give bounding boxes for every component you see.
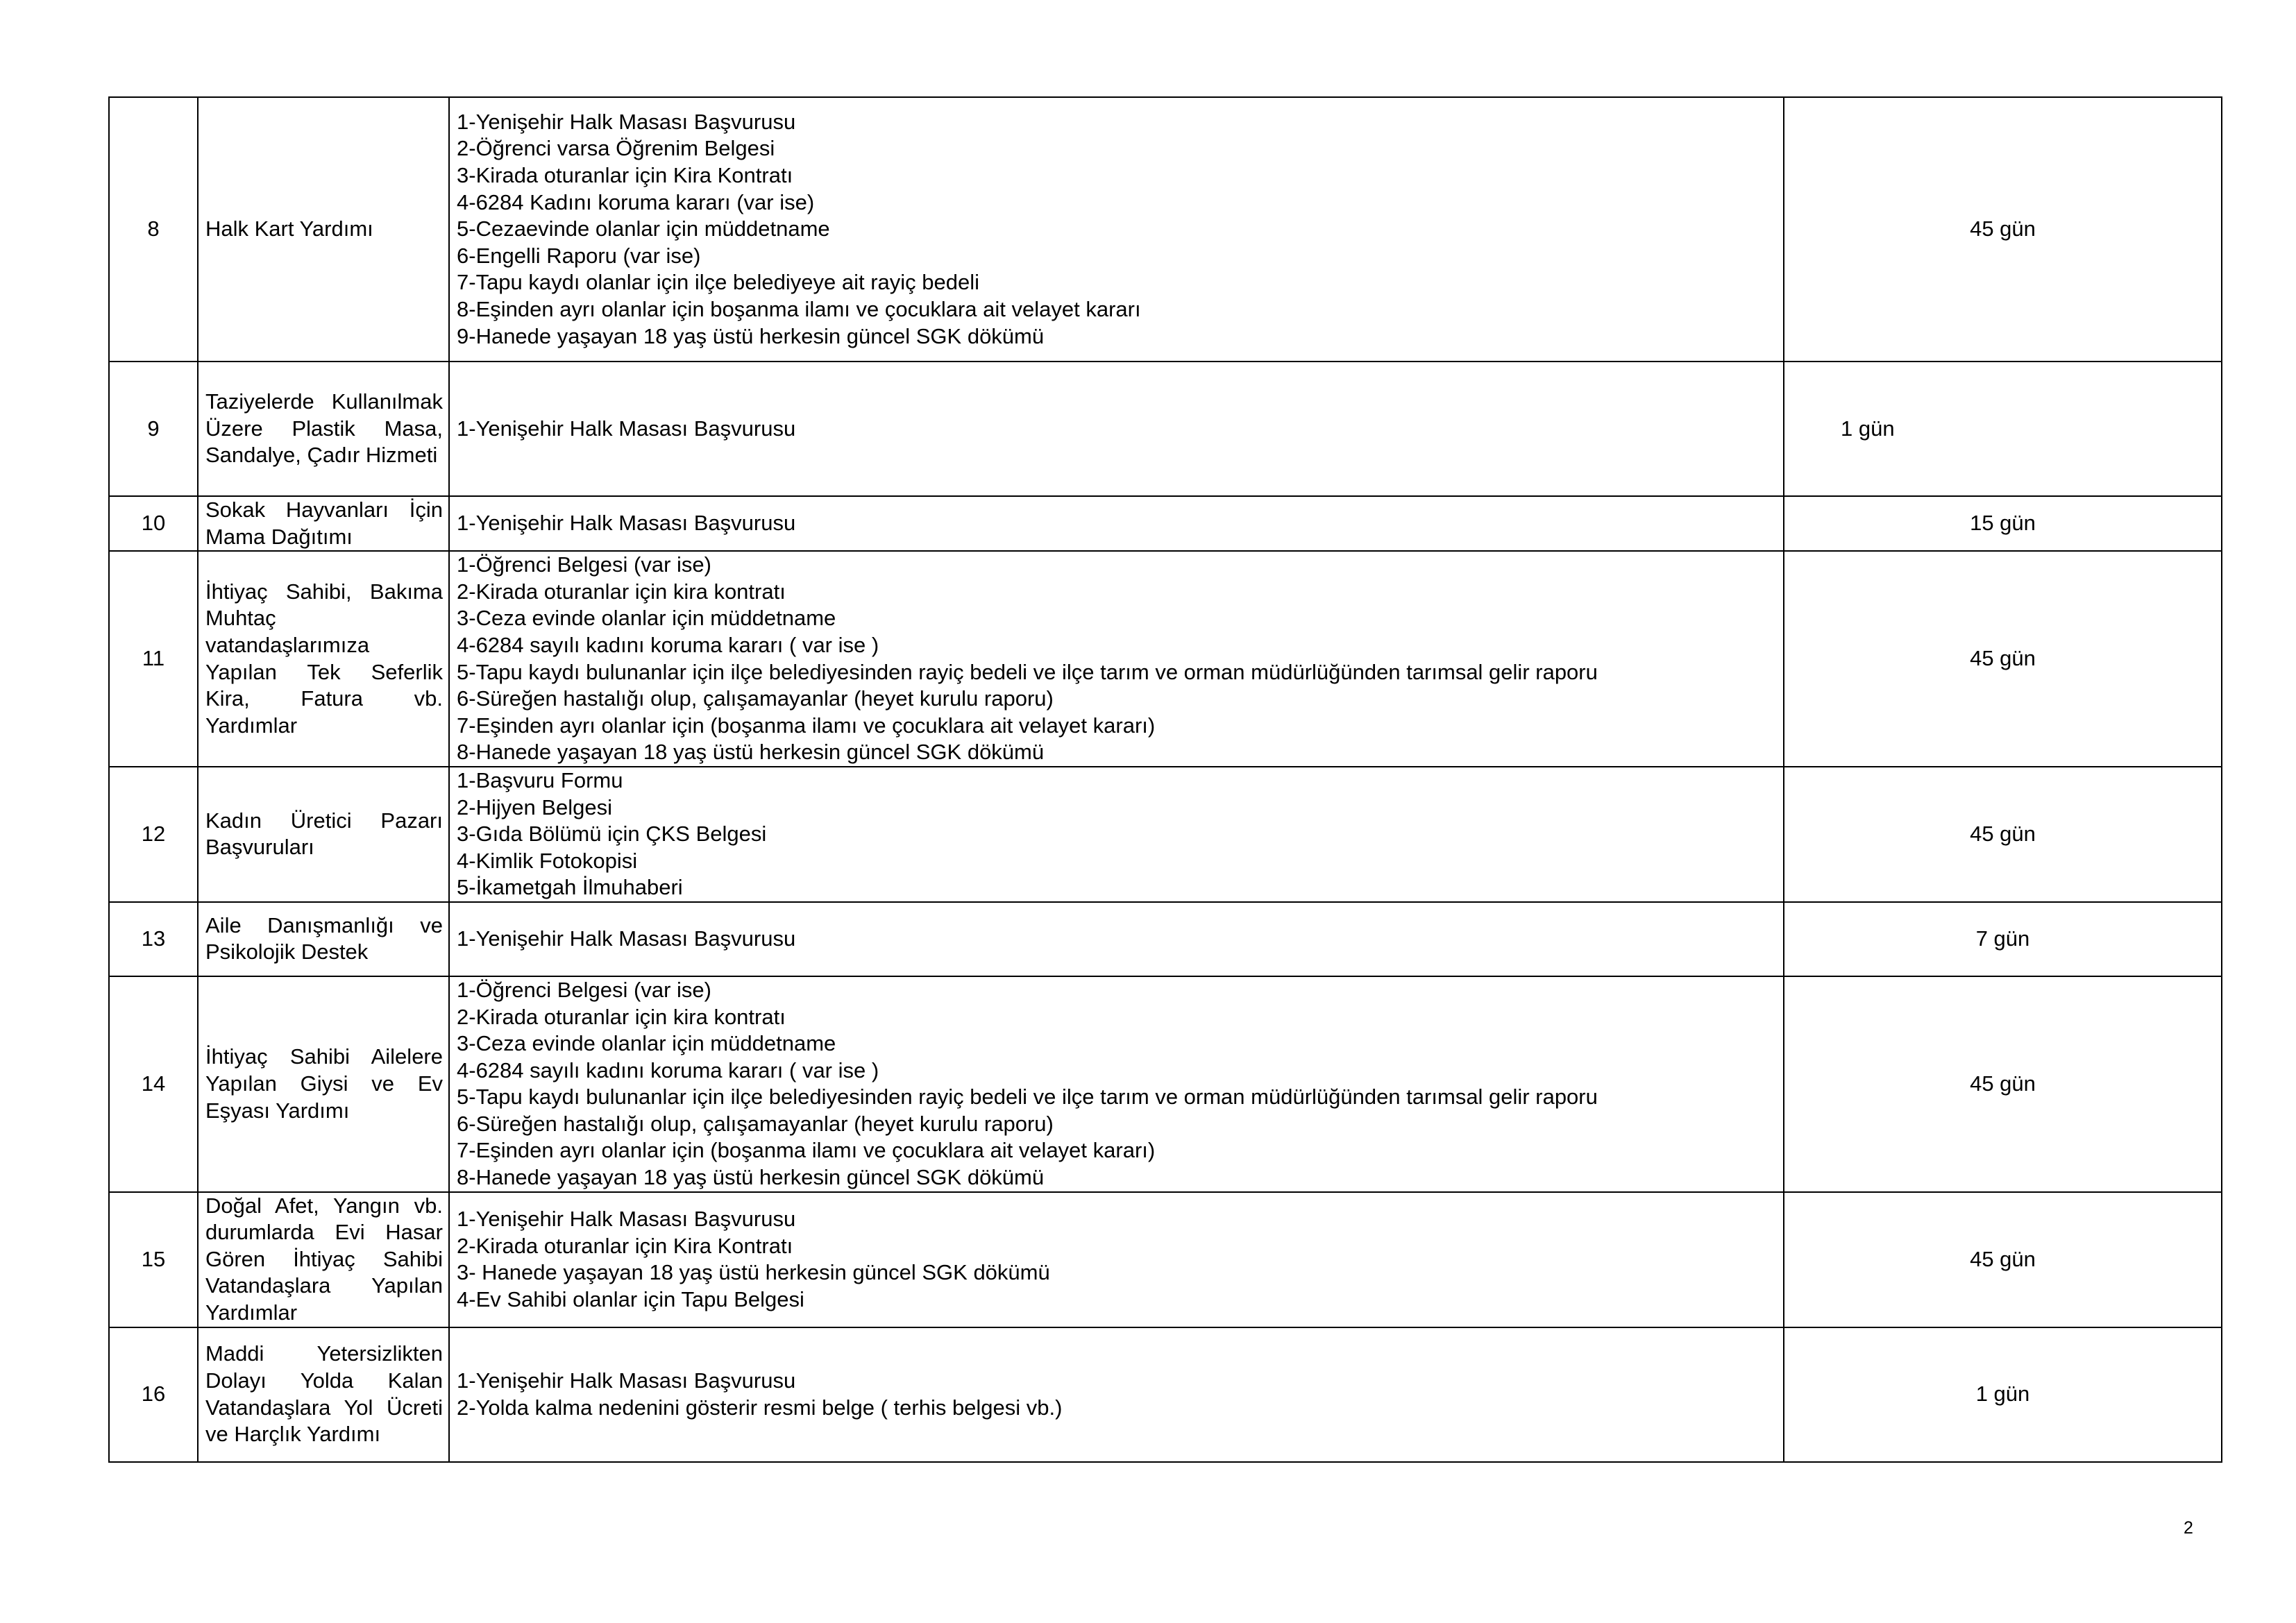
document-item: 1-Yenişehir Halk Masası Başvurusu: [457, 926, 796, 951]
row-number: 10: [109, 496, 198, 551]
completion-time: 45 gün: [1784, 97, 2222, 362]
required-documents: [449, 1192, 1784, 1327]
document-item: 2-Yolda kalma nedenini gösterir resmi belge ( terhis belgesi vb.): [457, 1395, 1063, 1420]
required-documents: [449, 362, 1784, 496]
table-row: [109, 976, 2222, 1192]
completion-time: 45 gün: [1784, 976, 2222, 1192]
document-item: 1-Yenişehir Halk Masası Başvurusu: [457, 416, 796, 441]
service-name: Halk Kart Yardımı: [198, 97, 449, 362]
table-row: [109, 362, 2222, 496]
required-documents: [449, 1327, 1784, 1462]
document-item: 5-Tapu kaydı bulunanlar için ilçe belediyesinden rayiç bedeli ve ilçe tarım ve orman müdürlüğünden tarımsal gelir raporu: [457, 1085, 1598, 1110]
service-name: İhtiyaç Sahibi, Bakıma Muhtaç vatandaşlarımıza Yapılan Tek Seferlik Kira, Fatura vb. Yardımlar: [198, 551, 449, 767]
document-item: 2-Kirada oturanlar için kira kontratı: [457, 579, 786, 604]
document-item: 2-Öğrenci varsa Öğrenim Belgesi: [457, 136, 775, 161]
document-item: 2-Hijyen Belgesi: [457, 794, 612, 819]
document-item: 1-Öğrenci Belgesi (var ise): [457, 552, 711, 577]
completion-time: 1 gün: [1784, 362, 2222, 496]
service-name: Aile Danışmanlığı ve Psikolojik Destek: [198, 902, 449, 976]
completion-time: 1 gün: [1784, 1327, 2222, 1462]
document-item: 6-Süreğen hastalığı olup, çalışamayanlar (heyet kurulu raporu): [457, 686, 1054, 711]
completion-time: 15 gün: [1784, 496, 2222, 551]
document-item: 5-İkametgah İlmuhaberi: [457, 875, 683, 900]
table-row: [109, 1327, 2222, 1462]
row-number: 13: [109, 902, 198, 976]
document-item: 3-Ceza evinde olanlar için müddetname: [457, 1031, 836, 1056]
required-documents: [449, 767, 1784, 902]
row-number: 14: [109, 976, 198, 1192]
service-name: Taziyelerde Kullanılmak Üzere Plastik Masa, Sandalye, Çadır Hizmeti: [198, 362, 449, 496]
document-item: 5-Cezaevinde olanlar için müddetname: [457, 216, 830, 241]
document-item: 3- Hanede yaşayan 18 yaş üstü herkesin güncel SGK dökümü: [457, 1260, 1050, 1285]
completion-time: 45 gün: [1784, 551, 2222, 767]
page-number: 2: [2184, 1518, 2193, 1538]
document-item: 7-Eşinden ayrı olanlar için (boşanma ilamı ve çocuklara ait velayet kararı): [457, 713, 1156, 738]
document-item: 8-Eşinden ayrı olanlar için boşanma ilamı ve çocuklara ait velayet kararı: [457, 296, 1141, 321]
document-item: 8-Hanede yaşayan 18 yaş üstü herkesin güncel SGK dökümü: [457, 740, 1045, 765]
service-name: İhtiyaç Sahibi Ailelere Yapılan Giysi ve Ev Eşyası Yardımı: [198, 976, 449, 1192]
row-number: 8: [109, 97, 198, 362]
document-item: 1-Yenişehir Halk Masası Başvurusu: [457, 109, 796, 134]
document-item: 4-6284 Kadını koruma kararı (var ise): [457, 189, 815, 214]
required-documents: [449, 496, 1784, 551]
document-item: 2-Kirada oturanlar için kira kontratı: [457, 1004, 786, 1029]
required-documents: [449, 551, 1784, 767]
row-number: 15: [109, 1192, 198, 1327]
table-row: [109, 496, 2222, 551]
document-item: 1-Öğrenci Belgesi (var ise): [457, 977, 711, 1002]
row-number: 12: [109, 767, 198, 902]
document-item: 4-Ev Sahibi olanlar için Tapu Belgesi: [457, 1286, 804, 1311]
document-item: 7-Tapu kaydı olanlar için ilçe belediyeye ait rayiç bedeli: [457, 270, 980, 295]
row-number: 11: [109, 551, 198, 767]
document-item: 3-Ceza evinde olanlar için müddetname: [457, 606, 836, 631]
completion-time: 45 gün: [1784, 1192, 2222, 1327]
document-item: 4-6284 sayılı kadını koruma kararı ( var ise ): [457, 632, 879, 657]
table-row: [109, 767, 2222, 902]
service-name: Doğal Afet, Yangın vb. durumlarda Evi Hasar Gören İhtiyaç Sahibi Vatandaşlara Yapılan Yardımlar: [198, 1192, 449, 1327]
completion-time: 45 gün: [1784, 767, 2222, 902]
document-item: 9-Hanede yaşayan 18 yaş üstü herkesin güncel SGK dökümü: [457, 323, 1045, 348]
document-item: 2-Kirada oturanlar için Kira Kontratı: [457, 1233, 793, 1258]
document-item: 1-Yenişehir Halk Masası Başvurusu: [457, 1206, 796, 1231]
row-number: 9: [109, 362, 198, 496]
service-name: Sokak Hayvanları İçin Mama Dağıtımı: [198, 496, 449, 551]
document-item: 5-Tapu kaydı bulunanlar için ilçe belediyesinden rayiç bedeli ve ilçe tarım ve orman müdürlüğünden tarımsal gelir raporu: [457, 659, 1598, 684]
table-row: [109, 1192, 2222, 1327]
service-name: Kadın Üretici Pazarı Başvuruları: [198, 767, 449, 902]
required-documents: [449, 976, 1784, 1192]
document-item: 4-Kimlik Fotokopisi: [457, 848, 638, 873]
document-item: 1-Yenişehir Halk Masası Başvurusu: [457, 511, 796, 536]
document-item: 6-Engelli Raporu (var ise): [457, 243, 701, 268]
table-row: [109, 97, 2222, 362]
services-table: [108, 96, 2222, 1463]
table-row: [109, 902, 2222, 976]
document-item: 3-Kirada oturanlar için Kira Kontratı: [457, 163, 793, 188]
completion-time: 7 gün: [1784, 902, 2222, 976]
table-row: [109, 551, 2222, 767]
document-item: 8-Hanede yaşayan 18 yaş üstü herkesin güncel SGK dökümü: [457, 1165, 1045, 1190]
document-item: 1-Başvuru Formu: [457, 767, 623, 792]
document-item: 4-6284 sayılı kadını koruma kararı ( var ise ): [457, 1057, 879, 1082]
document-item: 6-Süreğen hastalığı olup, çalışamayanlar (heyet kurulu raporu): [457, 1111, 1054, 1136]
row-number: 16: [109, 1327, 198, 1462]
document-item: 3-Gıda Bölümü için ÇKS Belgesi: [457, 822, 767, 847]
document-item: 1-Yenişehir Halk Masası Başvurusu: [457, 1368, 796, 1393]
service-name: Maddi Yetersizlikten Dolayı Yolda Kalan Vatandaşlara Yol Ücreti ve Harçlık Yardımı: [198, 1327, 449, 1462]
required-documents: [449, 902, 1784, 976]
required-documents: [449, 97, 1784, 362]
document-item: 7-Eşinden ayrı olanlar için (boşanma ilamı ve çocuklara ait velayet kararı): [457, 1138, 1156, 1163]
